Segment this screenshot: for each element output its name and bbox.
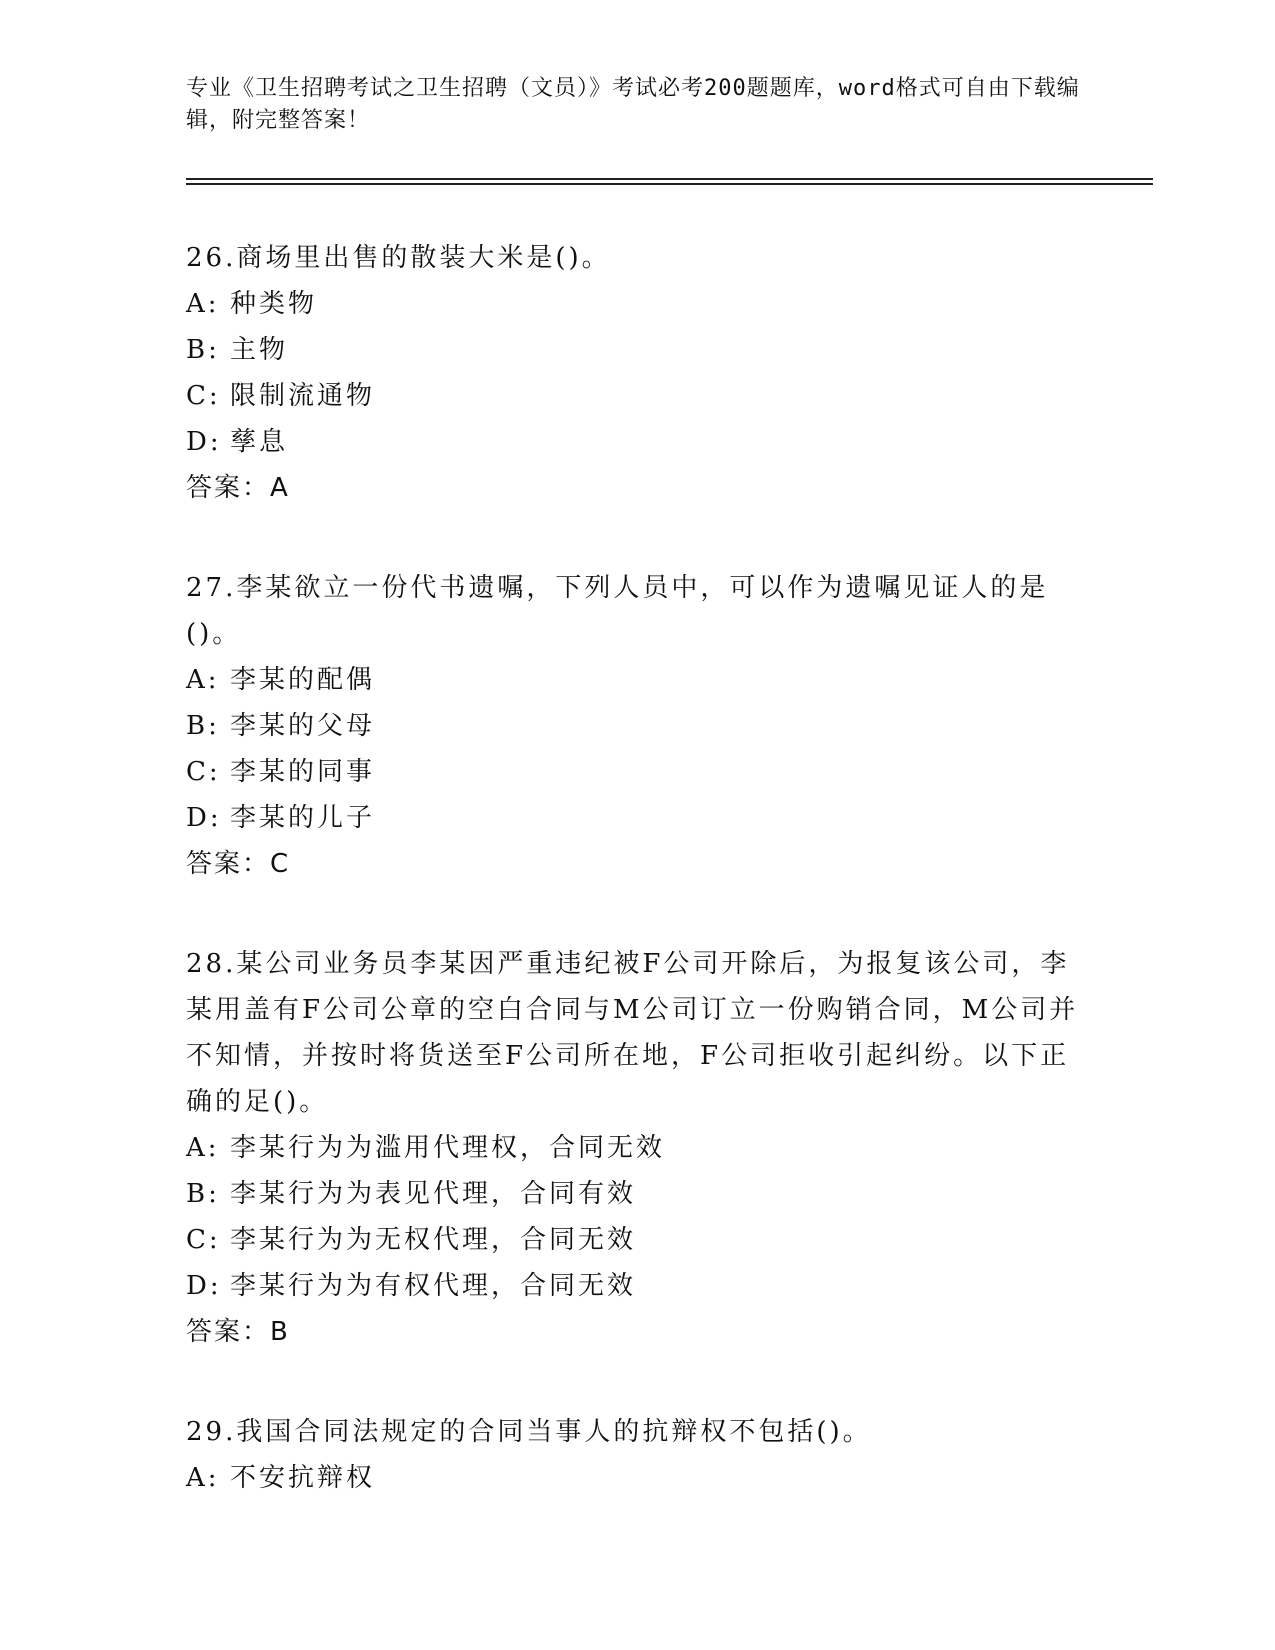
option-text: 种类物	[230, 289, 318, 319]
option-text: 不安抗辩权	[230, 1463, 376, 1493]
option-text: 李某的父母	[230, 711, 376, 741]
option-key: A:	[186, 1133, 220, 1163]
option-key: A:	[186, 665, 220, 695]
question-list	[186, 235, 1086, 1555]
header-divider-top	[186, 178, 1153, 180]
option-key: D:	[186, 803, 222, 833]
question-28	[186, 941, 1086, 1355]
option-key: B:	[186, 1179, 220, 1209]
option-key: A:	[186, 289, 220, 319]
header-divider-bottom	[186, 183, 1153, 185]
option-c	[186, 749, 1086, 795]
option-text: 李某行为为表见代理，合同有效	[230, 1179, 637, 1209]
option-text: 限制流通物	[230, 381, 376, 411]
option-d	[186, 795, 1086, 841]
question-26	[186, 235, 1086, 511]
option-a	[186, 1125, 1086, 1171]
option-key: C:	[186, 1225, 221, 1255]
option-text: 李某的配偶	[230, 665, 376, 695]
option-text: 李某行为为滥用代理权，合同无效	[230, 1133, 666, 1163]
option-a	[186, 657, 1086, 703]
answer-text: 答案：C	[186, 849, 291, 879]
question-stem: 26.商场里出售的散装大米是()。	[186, 243, 611, 273]
option-text: 孳息	[230, 427, 289, 457]
question-29	[186, 1409, 1086, 1501]
question-stem: 28.某公司业务员李某因严重违纪被F公司开除后，为报复该公司，李某用盖有F公司公章的空白合同与M公司订立一份购销合同，M公司并不知情，并按时将货送至F公司所在地，F公司拒收引起纠纷。以下正确的足()。	[186, 949, 1079, 1117]
option-text: 李某行为为有权代理，合同无效	[230, 1271, 637, 1301]
question-stem: 29.我国合同法规定的合同当事人的抗辩权不包括()。	[186, 1417, 872, 1447]
option-d	[186, 419, 1086, 465]
answer-text: 答案：A	[186, 473, 290, 503]
option-text: 李某的儿子	[230, 803, 376, 833]
option-b	[186, 703, 1086, 749]
option-text: 李某行为为无权代理，合同无效	[230, 1225, 637, 1255]
option-key: C:	[186, 757, 221, 787]
option-a	[186, 1455, 1086, 1501]
option-key: B:	[186, 711, 220, 741]
option-text: 主物	[230, 335, 289, 365]
document-header: 专业《卫生招聘考试之卫生招聘（文员）》考试必考200题题库，word格式可自由下载编辑，附完整答案！	[186, 76, 1080, 133]
option-key: B:	[186, 335, 220, 365]
option-c	[186, 373, 1086, 419]
option-a	[186, 281, 1086, 327]
option-text: 李某的同事	[230, 757, 376, 787]
answer-text: 答案：B	[186, 1317, 290, 1347]
question-27	[186, 565, 1086, 887]
option-d	[186, 1263, 1086, 1309]
option-key: A:	[186, 1463, 220, 1493]
option-key: D:	[186, 1271, 222, 1301]
option-b	[186, 1171, 1086, 1217]
option-c	[186, 1217, 1086, 1263]
option-key: C:	[186, 381, 221, 411]
question-stem: 27.李某欲立一份代书遗嘱，下列人员中，可以作为遗嘱见证人的是()。	[186, 573, 1049, 649]
option-key: D:	[186, 427, 222, 457]
option-b	[186, 327, 1086, 373]
